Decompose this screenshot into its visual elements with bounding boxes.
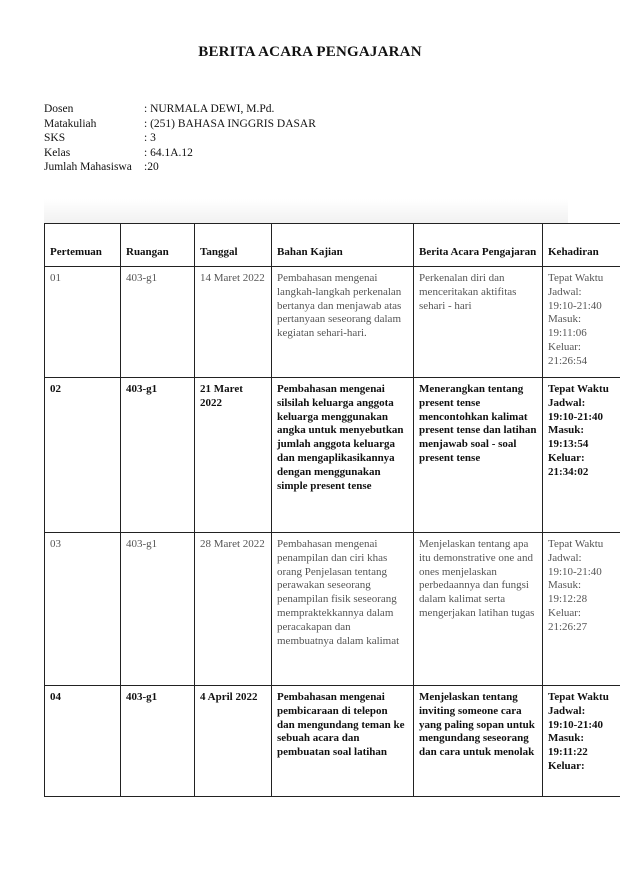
cell-bahan-kajian: Pembahasan mengenai pembicaraan di telepon dan mengundang teman ke sebuah acara dan pembuatan soal latihan	[272, 686, 414, 797]
table-row	[45, 267, 620, 378]
cell-bahan-kajian: Pembahasan mengenai langkah-langkah perkenalan bertanya dan menjawab atas pertanyaan seseorang dalam kegiatan sehari-hari.	[272, 267, 414, 378]
info-row-jumlah-mahasiswa	[44, 160, 316, 175]
table-row	[45, 686, 620, 797]
kehadiran-masuk-value: 19:12:28	[548, 593, 588, 606]
info-row-kelas	[44, 146, 316, 161]
info-label: Dosen	[44, 103, 74, 115]
header-berita-acara: Berita Acara Pengajaran	[414, 224, 543, 267]
header-pertemuan: Pertemuan	[45, 224, 121, 267]
info-row-sks	[44, 131, 316, 146]
kehadiran-keluar-value: 21:26:54	[548, 354, 588, 367]
kehadiran-masuk-label: Masuk:	[548, 732, 585, 745]
cell-bahan-kajian: Pembahasan mengenai silsilah keluarga anggota keluarga menggunakan angka untuk menyebutkan jumlah anggota keluarga dan mengaplikasikannya dengan menggunakan simple present tense	[272, 378, 414, 533]
kehadiran-keluar-label: Keluar:	[548, 340, 581, 353]
kehadiran-jadwal-label: Jadwal:	[548, 396, 586, 409]
kehadiran-status: Tepat Waktu	[548, 691, 609, 703]
kehadiran-jadwal-value: 19:10-21:40	[548, 410, 603, 423]
header-ruangan: Ruangan	[121, 224, 195, 267]
info-value: : NURMALA DEWI, M.Pd.	[144, 103, 275, 115]
attendance-table	[44, 223, 620, 797]
cell-berita-acara: Menjelaskan tentang apa itu demonstrative one and ones menjelaskan perbedaannya dan fungsi dalam kalimat serta mengerjakan latihan tugas	[414, 533, 543, 686]
kehadiran-jadwal-value: 19:10-21:40	[548, 718, 603, 731]
info-label: SKS	[44, 132, 66, 145]
info-label: Kelas	[44, 146, 71, 159]
cell-pertemuan: 01	[45, 267, 121, 378]
kehadiran-status: Tepat Waktu	[548, 272, 604, 284]
kehadiran-keluar-label: Keluar:	[548, 606, 581, 619]
table-row	[45, 533, 620, 686]
cell-tanggal: 14 Maret 2022	[195, 267, 272, 378]
cell-kehadiran	[543, 378, 620, 533]
info-row-matakuliah	[44, 117, 316, 132]
cell-kehadiran	[543, 686, 620, 797]
cell-pertemuan: 03	[45, 533, 121, 686]
cell-ruangan: 403-g1	[121, 267, 195, 378]
info-value: : (251) BAHASA INGGRIS DASAR	[144, 117, 316, 130]
cell-tanggal: 4 April 2022	[195, 686, 272, 797]
cell-berita-acara: Menerangkan tentang present tense mencontohkan kalimat present tense dan latihan menjawab soal - soal present tense	[414, 378, 543, 533]
kehadiran-status: Tepat Waktu	[548, 538, 604, 550]
header-tanggal: Tanggal	[195, 224, 272, 267]
info-label: Jumlah Mahasiswa	[44, 161, 132, 174]
info-value: : 64.1A.12	[144, 146, 193, 159]
table-top-shade	[44, 199, 568, 223]
cell-kehadiran	[543, 267, 620, 378]
cell-berita-acara: Perkenalan diri dan menceritakan aktifitas sehari - hari	[414, 267, 543, 378]
kehadiran-keluar-label: Keluar:	[548, 451, 585, 464]
kehadiran-jadwal-label: Jadwal:	[548, 551, 582, 564]
cell-ruangan: 403-g1	[121, 686, 195, 797]
table-row	[45, 378, 620, 533]
table-header-row	[45, 224, 620, 267]
kehadiran-masuk-label: Masuk:	[548, 424, 585, 437]
kehadiran-keluar-value: 21:34:02	[548, 465, 589, 478]
cell-tanggal: 21 Maret 2022	[195, 378, 272, 533]
cell-berita-acara: Menjelaskan tentang inviting someone cara yang paling sopan untuk mengundang seseorang dan cara untuk menolak	[414, 686, 543, 797]
document-title: BERITA ACARA PENGAJARAN	[198, 44, 422, 60]
cell-pertemuan: 04	[45, 686, 121, 797]
cell-bahan-kajian: Pembahasan mengenai penampilan dan ciri khas orang Penjelasan tentang perawakan seseorang penampilan fisik seseorang mempraktekkannya dalam peracakapan dan membuatnya dalam kalimat	[272, 533, 414, 686]
kehadiran-jadwal-label: Jadwal:	[548, 704, 586, 717]
info-value: : 3	[144, 132, 156, 145]
kehadiran-keluar-label: Keluar:	[548, 759, 585, 772]
info-value: :20	[144, 161, 159, 174]
kehadiran-jadwal-value: 19:10-21:40	[548, 565, 602, 578]
cell-tanggal: 28 Maret 2022	[195, 533, 272, 686]
info-row-dosen	[44, 102, 316, 117]
header-bahan-kajian: Bahan Kajian	[272, 224, 414, 267]
cell-ruangan: 403-g1	[121, 533, 195, 686]
header-kehadiran: Kehadiran	[543, 224, 620, 267]
cell-ruangan: 403-g1	[121, 378, 195, 533]
kehadiran-masuk-label: Masuk:	[548, 579, 581, 592]
kehadiran-masuk-value: 19:11:06	[548, 327, 587, 340]
kehadiran-keluar-value: 21:26:27	[548, 620, 588, 633]
kehadiran-masuk-value: 19:11:22	[548, 746, 588, 759]
info-label: Matakuliah	[44, 117, 97, 130]
cell-pertemuan: 02	[45, 378, 121, 533]
kehadiran-masuk-label: Masuk:	[548, 313, 581, 326]
kehadiran-jadwal-label: Jadwal:	[548, 285, 582, 298]
kehadiran-masuk-value: 19:13:54	[548, 438, 589, 451]
cell-kehadiran	[543, 533, 620, 686]
kehadiran-jadwal-value: 19:10-21:40	[548, 299, 602, 312]
kehadiran-status: Tepat Waktu	[548, 383, 609, 395]
course-info	[44, 102, 316, 175]
